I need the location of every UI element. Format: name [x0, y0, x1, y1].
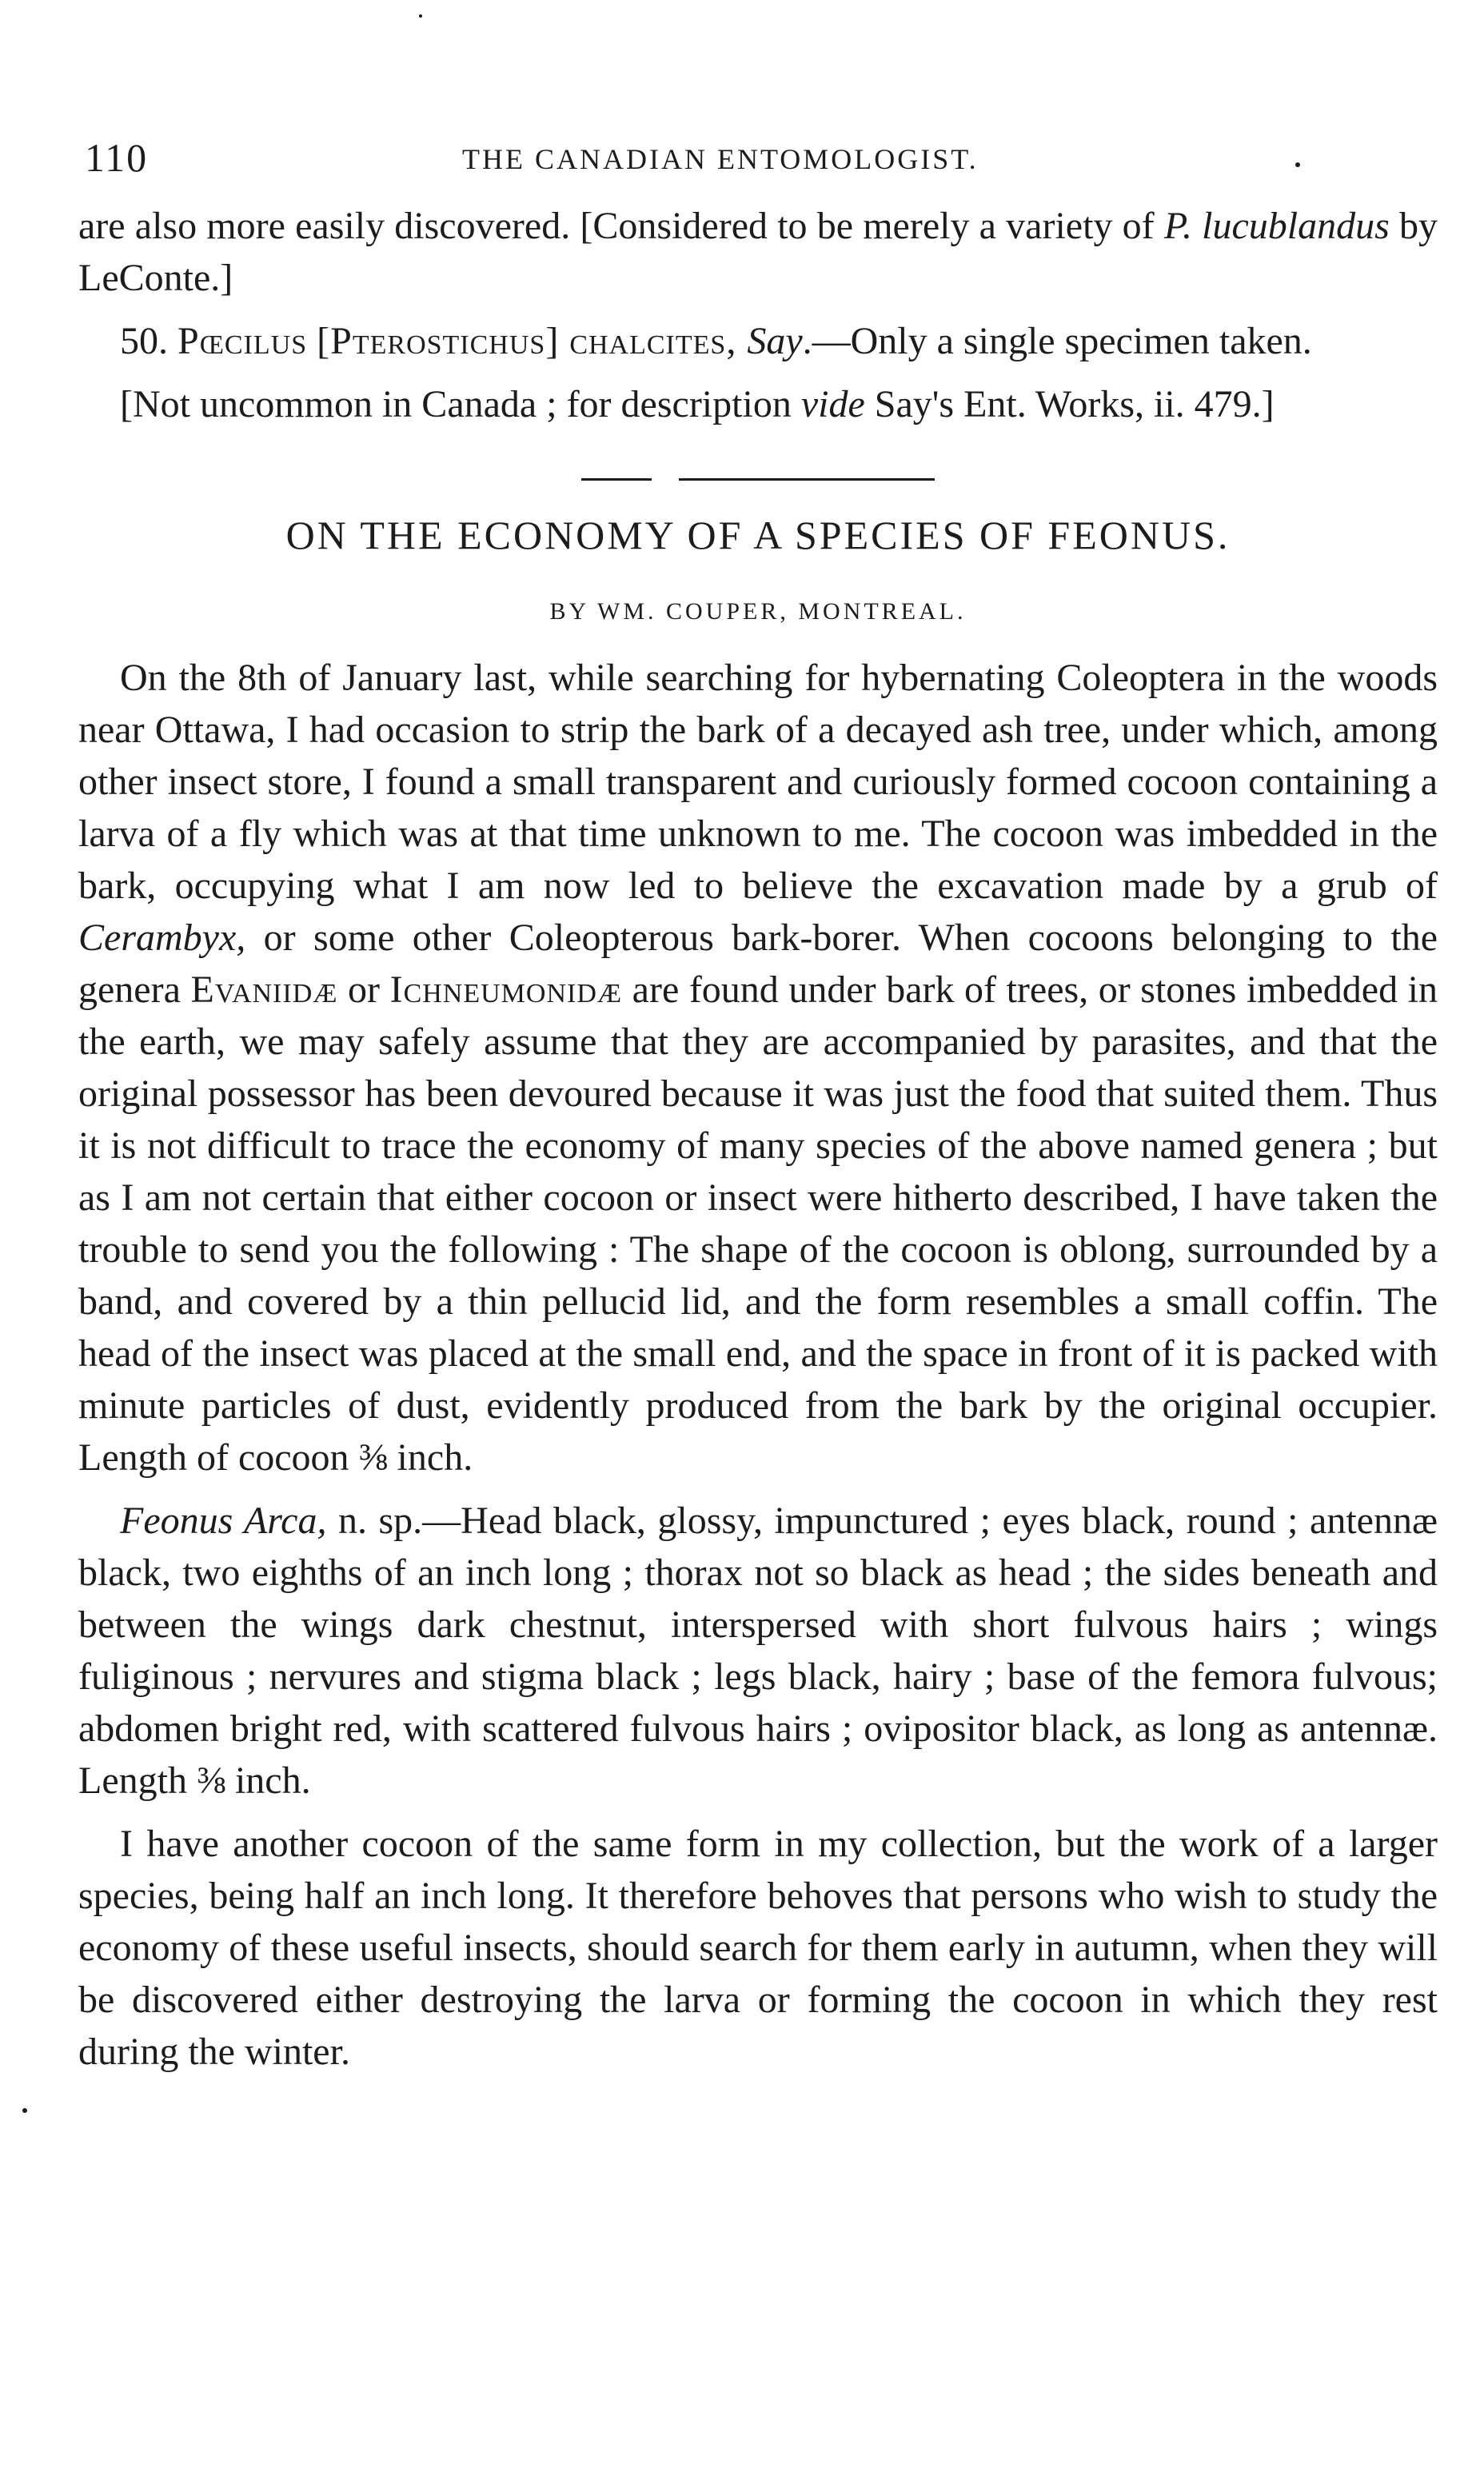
entry-50-note: [78, 378, 1438, 430]
margin-speck: [419, 14, 422, 18]
article-paragraph-2: [78, 1495, 1438, 1807]
species-feonus-arca: Feonus Arca,: [120, 1500, 327, 1542]
divider-rule-long: [679, 478, 935, 481]
continuation-paragraph: [78, 200, 1438, 304]
family-evaniidae: Evaniidæ: [190, 968, 338, 1011]
note-text-end: Say's Ent. Works, ii. 479.]: [864, 383, 1275, 425]
entry-text: .—Only a single specimen taken.: [802, 320, 1312, 362]
article-paragraph-1: [78, 652, 1438, 1484]
article-title: ON THE ECONOMY OF A SPECIES OF FEONUS.: [285, 513, 1231, 557]
note-vide: vide: [800, 383, 865, 425]
paragraph-text: n. sp.—Head black, glossy, impunctured ; eyes black, round ; antennæ black, two eighths of an inch long ; thorax not so black as head ; the sides beneath and between the wings dark chestnut, interspersed with short fulvous hairs ; wings fuliginous ; nervures and stigma black ; legs black, hairy ; base of the femora fulvous; abdomen bright red, with scattered fulvous hairs ; ovipositor black, as long as antennæ. Length ⅜ inch.: [78, 1500, 1438, 1802]
article-paragraph-3: I have another cocoon of the same form in my collection, but the work of a larger species, being half an inch long. It therefore behoves that persons who wish to study the economy of these useful insects, should search for them early in autumn, when they will be discovered either destroying the larva or forming the cocoon in which they rest during the winter.: [78, 1823, 1438, 2073]
body-text: [78, 200, 1438, 2078]
entry-subgenus: [Pterostichus]: [317, 320, 560, 362]
entry-species: chalcites,: [559, 320, 748, 362]
paragraph-text: are found under bark of trees, or stones imbedded in the earth, we may safely assume that they are accompanied by parasites, and that the original possessor has been devoured because it was just the food that suited them. Thus it is not difficult to trace the economy of many species of the above named genera ; but as I am not certain that either cocoon or insect were hitherto described, I have taken the trouble to send you the following : The shape of the cocoon is oblong, surrounded by a band, and covered by a thin pellucid lid, and the form resembles a small coffin. The head of the insect was placed at the small end, and the space in front of it is packed with minute particles of dust, evidently produced from the bark by the original occupier. Length of cocoon ⅜ inch.: [78, 968, 1438, 1479]
genus-cerambyx: Cerambyx,: [78, 917, 246, 959]
continuation-text-end: by LeConte.]: [78, 205, 1438, 299]
entry-author: Say: [747, 320, 803, 362]
family-ichneumonidae: Ichneumonidæ: [389, 968, 623, 1011]
page-header: [78, 128, 1438, 192]
entry-genus: Pœcilus: [178, 320, 308, 362]
page-number: 110: [85, 135, 149, 180]
continuation-text: are also more easily discovered. [Considered to be merely a variety of: [78, 205, 1155, 247]
paragraph-text: or some other Coleopterous bark-borer. When cocoons belonging to the genera: [78, 917, 1438, 1011]
divider-rule-short: [581, 478, 652, 481]
section-divider: [78, 478, 1438, 481]
entry-number: 50.: [120, 320, 178, 362]
article-byline: BY WM. COUPER, MONTREAL.: [549, 598, 967, 625]
entry-50: [78, 315, 1438, 367]
margin-speck: [22, 2108, 27, 2113]
document-page: [78, 128, 1438, 2078]
paragraph-text: or: [337, 968, 390, 1011]
note-text-start: [Not uncommon in Canada ; for description: [120, 383, 801, 425]
paragraph-text: On the 8th of January last, while searching for hybernating Coleoptera in the woods near Ottawa, I had occasion to strip the bark of a decayed ash tree, under which, among other insect store, I found a small transparent and curiously formed cocoon containing a larva of a fly which was at that time unknown to me. The cocoon was imbedded in the bark, occupying what I am now led to believe the excavation made by a grub of: [78, 657, 1438, 907]
species-name: P. lucublandus: [1163, 205, 1390, 247]
running-head: THE CANADIAN ENTOMOLOGIST.: [462, 143, 979, 175]
